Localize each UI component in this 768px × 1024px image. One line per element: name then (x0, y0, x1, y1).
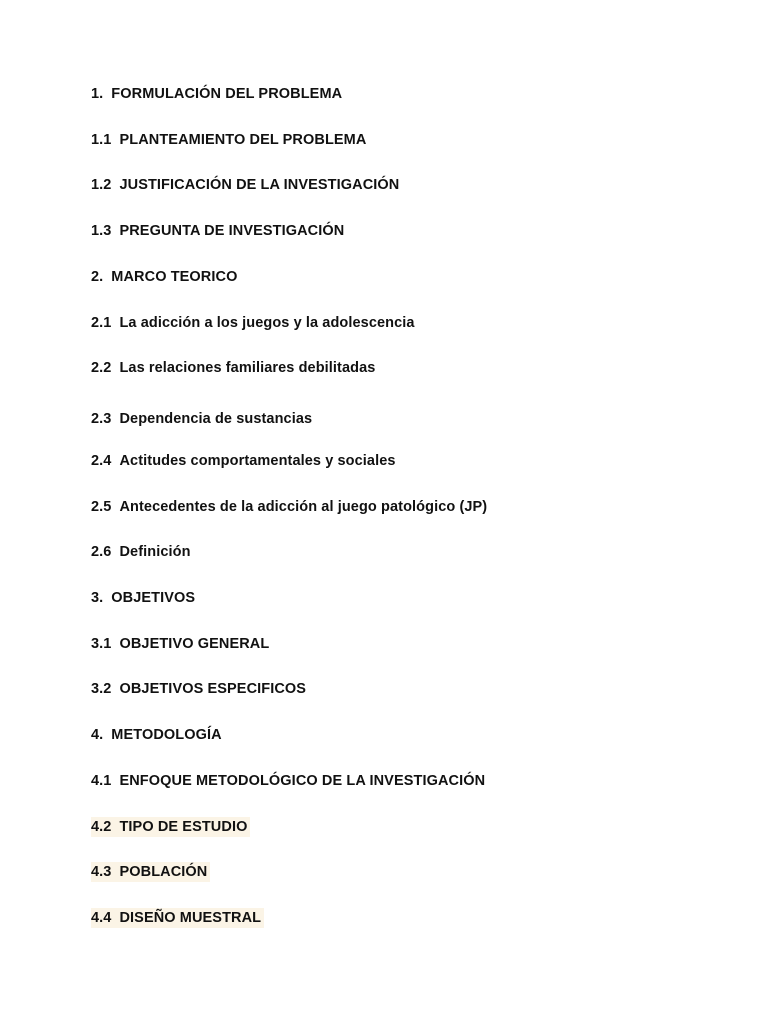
toc-entry-number: 2.6 (91, 544, 112, 560)
toc-entry-title: OBJETIVO GENERAL (119, 636, 270, 652)
toc-entry-2-5 (91, 497, 487, 517)
toc-entry-4 (91, 725, 222, 745)
toc-entry-number: 3.2 (91, 681, 112, 697)
toc-entry-title: OBJETIVOS (111, 590, 196, 606)
toc-entry-number: 1.2 (91, 177, 112, 193)
toc-entry-1-1 (91, 130, 366, 150)
toc-entry-number: 3. (91, 590, 104, 606)
toc-entry-title: OBJETIVOS ESPECIFICOS (119, 681, 307, 697)
toc-entry-title: Las relaciones familiares debilitadas (119, 360, 376, 376)
toc-entry-number: 4. (91, 727, 104, 743)
toc-entry-number: 3.1 (91, 636, 112, 652)
toc-entry-title: DISEÑO MUESTRAL (119, 910, 262, 926)
toc-entry-number: 2.1 (91, 315, 112, 331)
toc-entry-title: La adicción a los juegos y la adolescencia (119, 315, 415, 331)
toc-entry-number: 4.1 (91, 773, 112, 789)
toc-entry-2-3 (91, 409, 312, 429)
toc-entry-number: 2.3 (91, 411, 112, 427)
toc-entry-number: 1.1 (91, 132, 112, 148)
toc-entry-number: 1.3 (91, 223, 112, 239)
toc-entry-2-1 (91, 313, 415, 333)
toc-entry-3-2 (91, 679, 306, 699)
toc-entry-title: FORMULACIÓN DEL PROBLEMA (111, 86, 343, 102)
toc-entry-4-2 (91, 817, 250, 837)
toc-entry-title: TIPO DE ESTUDIO (119, 819, 248, 835)
toc-entry-2-4 (91, 451, 396, 471)
toc-entry-3 (91, 588, 195, 608)
toc-entry-4-1 (91, 771, 485, 791)
toc-entry-number: 2.2 (91, 360, 112, 376)
toc-entry-number: 4.2 (91, 819, 112, 835)
toc-entry-number: 1. (91, 86, 104, 102)
toc-entry-title: MARCO TEORICO (111, 269, 238, 285)
toc-entry-2-2 (91, 358, 375, 378)
toc-entry-1 (91, 84, 342, 104)
toc-entry-title: JUSTIFICACIÓN DE LA INVESTIGACIÓN (119, 177, 400, 193)
toc-entry-number: 2. (91, 269, 104, 285)
toc-entry-4-3 (91, 862, 210, 882)
toc-entry-2-6 (91, 542, 191, 562)
toc-entry-number: 4.4 (91, 910, 112, 926)
toc-entry-title: ENFOQUE METODOLÓGICO DE LA INVESTIGACIÓN (119, 773, 486, 789)
toc-entry-3-1 (91, 634, 269, 654)
toc-entry-title: METODOLOGÍA (111, 727, 222, 743)
toc-entry-title: Dependencia de sustancias (119, 411, 313, 427)
toc-entry-4-4 (91, 908, 264, 928)
toc-entry-1-2 (91, 175, 399, 195)
toc-entry-number: 2.4 (91, 453, 112, 469)
toc-entry-title: Antecedentes de la adicción al juego patológico (JP) (119, 499, 488, 515)
toc-entry-2 (91, 267, 237, 287)
toc-entry-number: 4.3 (91, 864, 112, 880)
toc-entry-title: PREGUNTA DE INVESTIGACIÓN (119, 223, 345, 239)
toc-entry-title: Actitudes comportamentales y sociales (119, 453, 396, 469)
toc-entry-1-3 (91, 221, 344, 241)
toc-entry-title: Definición (119, 544, 191, 560)
toc-entry-title: PLANTEAMIENTO DEL PROBLEMA (119, 132, 367, 148)
toc-entry-title: POBLACIÓN (119, 864, 208, 880)
toc-entry-number: 2.5 (91, 499, 112, 515)
